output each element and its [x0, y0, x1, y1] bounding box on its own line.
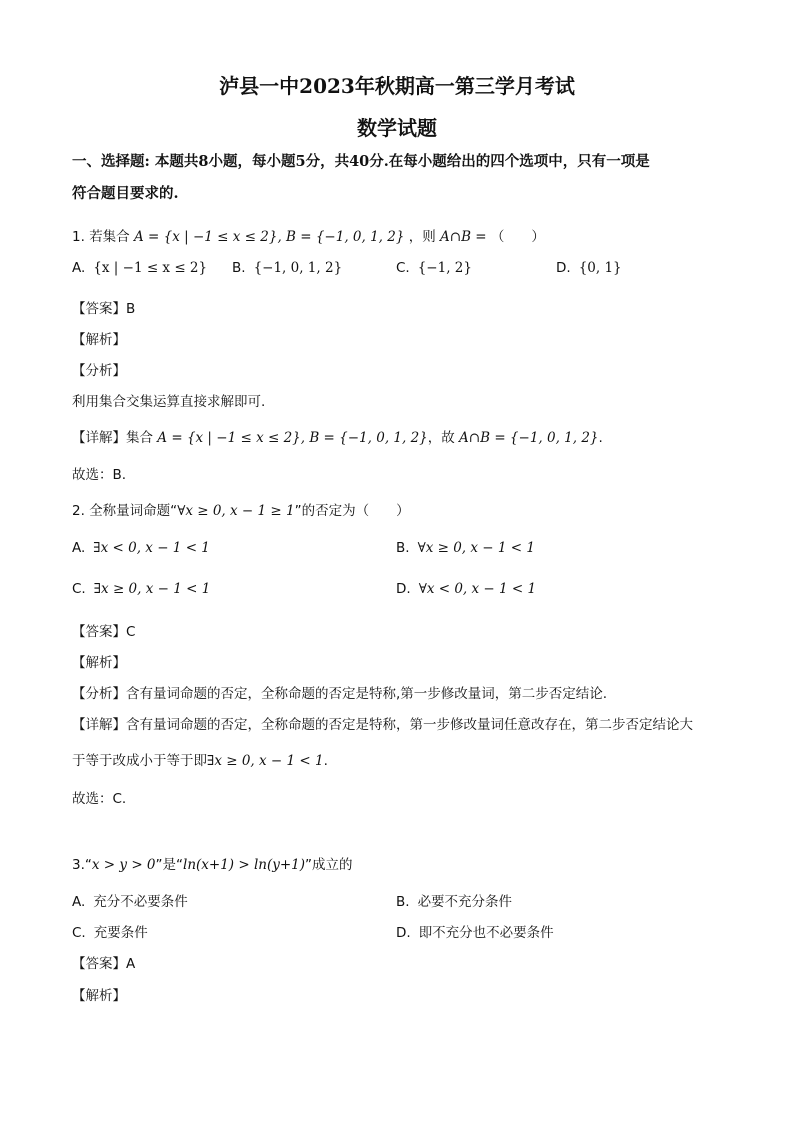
q3-option-a: A. 充分不必要条件	[72, 894, 188, 910]
q1-option-a: A. {x | −1 ≤ x ≤ 2}	[72, 260, 208, 276]
q2-option-b: B. ∀x ≥ 0, x − 1 < 1	[396, 540, 535, 556]
q3-jiexi: 【解析】	[72, 988, 126, 1004]
question-connector: ，则	[408, 229, 436, 245]
page-subtitle: 数学试题	[357, 116, 437, 140]
q2-choose: 故选：C.	[72, 791, 127, 807]
math-expression: A∩B =	[440, 229, 487, 245]
q2-option-c: C. ∃x ≥ 0, x − 1 < 1	[72, 581, 211, 597]
q3-option-c: C. 充要条件	[72, 925, 148, 941]
page-title: 泸县一中2023年秋期高一第三学月考试	[219, 74, 575, 98]
q1-xiangjie: 【详解】集合 A = {x | −1 ≤ x ≤ 2}, B = {−1, 0, 1, 2}，故 A∩B = {−1, 0, 1, 2}.	[72, 430, 603, 446]
math-expression: A = {x | −1 ≤ x ≤ 2}, B = {−1, 0, 1, 2}	[133, 229, 405, 245]
q3-option-b: B. 必要不充分条件	[396, 894, 513, 910]
question-prefix: 若集合	[89, 229, 130, 245]
q2-xiangjie-line2: 于等于改成小于等于即∃x ≥ 0, x − 1 < 1.	[72, 753, 328, 769]
q3-answer: 【答案】A	[72, 956, 136, 972]
q1-answer: 【答案】B	[72, 301, 136, 317]
q1-option-d: D. {0, 1}	[556, 260, 622, 276]
question-number: 1.	[72, 229, 85, 245]
q2-jiexi: 【解析】	[72, 655, 126, 671]
q1-option-b: B. {−1, 0, 1, 2}	[232, 260, 343, 276]
q2-fenxi: 【分析】含有量词命题的否定，全称命题的否定是特称,第一步修改量词，第二步否定结论.	[72, 686, 608, 702]
q2-option-a: A. ∃x < 0, x − 1 < 1	[72, 540, 210, 556]
q3-option-d: D. 即不充分也不必要条件	[396, 925, 554, 941]
q1-choose: 故选：B.	[72, 467, 127, 483]
question-1	[72, 225, 545, 245]
section-heading-line1: 一、选择题: 本题共8小题，每小题5分，共40分.在每小题给出的四个选项中，只有一项是	[72, 153, 650, 170]
q1-fenxi: 【分析】	[72, 363, 126, 379]
question-3: 3.“x > y > 0”是“ln(x+1) > ln(y+1)”成立的	[72, 857, 353, 873]
q1-fenxi-text: 利用集合交集运算直接求解即可.	[72, 394, 266, 410]
q1-jiexi: 【解析】	[72, 332, 126, 348]
answer-paren: （ ）	[490, 229, 545, 245]
q2-xiangjie: 【详解】含有量词命题的否定，全称命题的否定是特称，第一步修改量词任意改存在，第二步否定结论大	[72, 717, 693, 733]
q2-answer: 【答案】C	[72, 624, 136, 640]
q1-option-c: C. {−1, 2}	[396, 260, 472, 276]
q2-option-d: D. ∀x < 0, x − 1 < 1	[396, 581, 537, 597]
question-2: 2. 全称量词命题“∀x ≥ 0, x − 1 ≥ 1”的否定为（ ）	[72, 503, 410, 519]
section-heading-line2: 符合题目要求的.	[72, 185, 179, 202]
